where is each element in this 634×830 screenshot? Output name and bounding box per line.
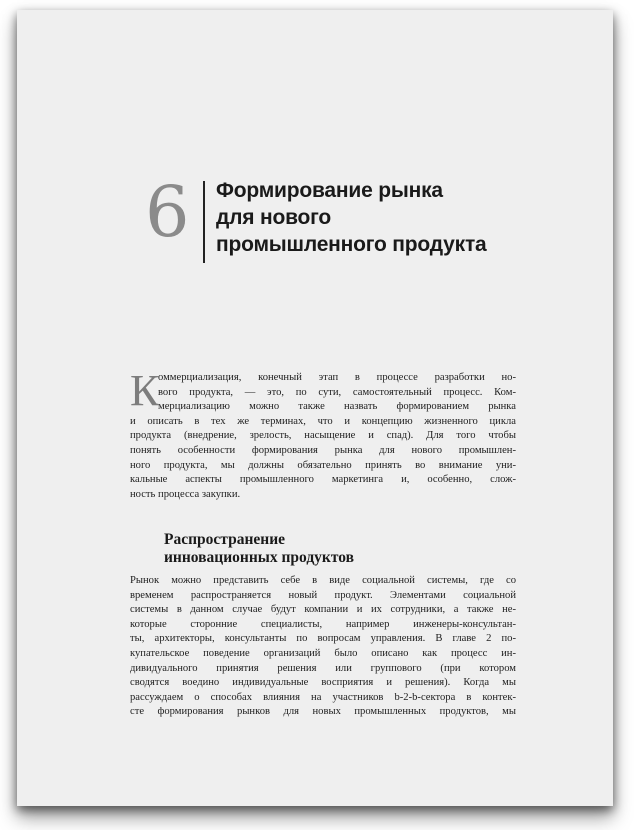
text-line: которые сторонние специалисты, например инженеры-консультан- — [130, 618, 516, 630]
chapter-divider — [203, 181, 205, 263]
text-line: мерциализацию можно также назвать формированием рынка — [158, 401, 516, 413]
section-heading — [164, 531, 354, 567]
book-page — [17, 10, 613, 806]
text-line: системы в данном случае будут компании и их сотрудники, а также не- — [130, 604, 516, 616]
chapter-title-line: Формирование рынка — [216, 179, 443, 202]
intro-paragraph — [130, 366, 516, 502]
text-line: ность процесса закупки. — [130, 488, 241, 500]
drop-cap: К — [130, 366, 160, 415]
text-line: ты, архитекторы, консультанты по вопросам управления. В главе 2 по- — [130, 633, 516, 645]
text-line: дивидуального принятия решения или группового (при котором — [130, 662, 516, 674]
section-heading-line: инновационных продуктов — [164, 549, 354, 566]
section-paragraph — [130, 574, 516, 720]
chapter-title-line: для нового — [216, 206, 332, 229]
text-line: продукта (внедрение, зрелость, насыщение и спад). Для того чтобы — [130, 430, 516, 442]
text-line: купательское поведение организаций было описано как процесс ин- — [130, 647, 516, 659]
text-line: Рынок можно представить себе в виде социальной системы, где со — [130, 575, 516, 586]
section-heading-line: Распространение — [164, 531, 286, 548]
text-line: понять особенности формирования рынка для нового промышлен- — [130, 444, 516, 456]
text-line: временем распространяется новый продукт. Элементами социальной — [130, 589, 516, 601]
chapter-number: 6 — [145, 171, 190, 253]
text-line: сводятся воедино индивидуальные восприятия и решения). Когда мы — [130, 677, 516, 689]
text-line: и описать в тех же терминах, что и концепцию жизненного цикла — [130, 415, 516, 427]
text-line: вого продукта, — это, по сути, самостоятельный процесс. Ком- — [158, 386, 516, 398]
text-line: сте формирования рынков для новых промышленных продуктов, мы — [130, 706, 516, 718]
text-line: рассуждаем о способах влияния на участников b-2-b-сектора в контек- — [130, 691, 516, 703]
text-line: кальные аспекты промышленного маркетинга и, особенно, слож- — [130, 474, 516, 486]
chapter-title — [216, 177, 536, 258]
text-line: оммерциализация, конечный этап в процессе разработки но- — [158, 372, 516, 383]
chapter-title-line: промышленного продукта — [216, 233, 487, 256]
text-line: ного продукта, мы должны обязательно принять во внимание уни- — [130, 459, 516, 471]
